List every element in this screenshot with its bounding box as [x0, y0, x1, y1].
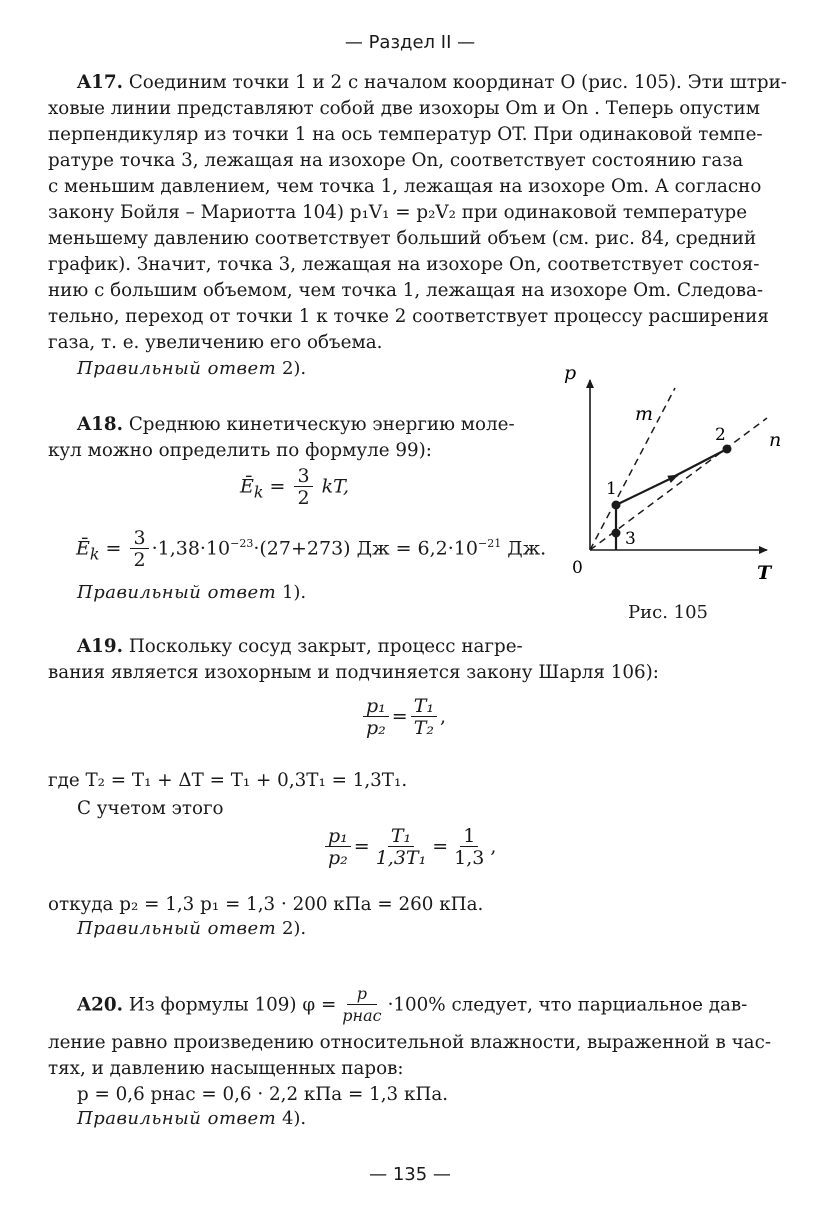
a19-f2-right-fraction: [451, 826, 487, 869]
a18-f2-lhs: Ē: [76, 537, 90, 560]
a17-line-8: нию с большим объемом, чем точка 1, лежащая на изохоре Om. Следова-: [48, 280, 764, 301]
a19-f2-den-right: 1,3: [454, 847, 485, 869]
axis-p-label: p: [564, 362, 577, 384]
a17-answer-label: Правильный ответ: [77, 358, 277, 379]
a18-formula-2: [76, 528, 546, 571]
a20-line-3: p = 0,6 pнас = 0,6 · 2,2 кПа = 1,3 кПа.: [77, 1084, 449, 1105]
a17-line-10: газа, т. е. увеличению его объема.: [48, 332, 383, 353]
point-2-label: 2: [715, 425, 726, 445]
a17-line-9: тельно, переход от точки 1 к точке 2 соответствует процессу расширения: [48, 306, 769, 327]
a19-f1-tail: ,: [440, 705, 447, 728]
a17-answer-value: 2).: [281, 358, 307, 379]
page-number: — 135 —: [369, 1164, 451, 1185]
a20-frac-den: pнас: [342, 1006, 382, 1025]
a19-f2-den-left: p₂: [328, 847, 348, 869]
point-3-label: 3: [625, 529, 636, 549]
a19-f1-num-right: T₁: [411, 696, 437, 717]
isochore-m: [590, 388, 675, 550]
a20-answer: [77, 1108, 306, 1129]
a19-answer-label: Правильный ответ: [77, 918, 277, 939]
a19-answer: [77, 918, 306, 939]
a18-f2-fraction: [130, 528, 148, 571]
a20-fraction: [339, 984, 384, 1027]
a18-f1-rest: kT,: [321, 475, 350, 498]
a17-line-4: с меньшим давлением, чем точка 1, лежащая на изохоре Om. А согласно: [48, 176, 762, 197]
a19-line-1: вания является изохорным и подчиняется закону Шарля 106):: [48, 662, 659, 683]
line-n-label: n: [769, 429, 782, 451]
a19-f2-num-right: 1: [460, 826, 478, 847]
a19-f1-den-left: p₂: [366, 717, 386, 739]
a19-line-0: Поскольку сосуд закрыт, процесс нагре-: [128, 636, 523, 657]
a17-line-7: график). Значит, точка 3, лежащая на изохоре On, соответствует состоя-: [48, 254, 760, 275]
a18-f2-num: 3: [130, 528, 148, 549]
point-3: [612, 529, 621, 538]
a18-label: A18.: [77, 414, 123, 435]
a18-line-1: кул можно определить по формуле 99):: [48, 440, 432, 461]
a19-with-this: С учетом этого: [77, 798, 224, 819]
a19-f1-right-fraction: [411, 696, 437, 739]
a19-formula-1: $\frac{\text{p₁}}{\text{p₂}}$ = $\frac{\text{T₁}}{\text{T₂}}$ ,: [360, 696, 446, 739]
a17-line-2: перпендикуляр из точки 1 на ось температур OT. При одинаковой темпе-: [48, 124, 763, 145]
a19-f2-den-mid: 1,3T₁: [375, 847, 427, 869]
a19-where: где T₂ = T₁ + ΔT = T₁ + 0,3T₁ = 1,3T₁.: [48, 770, 408, 791]
a17-line-1: ховые линии представляют собой две изохоры Om и On . Теперь опустим: [48, 98, 760, 119]
a18-first-line: [77, 412, 515, 438]
a19-f1-num-left: p₁: [363, 696, 389, 717]
a18-f2-den: 2: [133, 549, 146, 571]
a20-first-b: ·100% следует, что парциальное дав-: [387, 994, 748, 1016]
a20-first-line: [77, 984, 747, 1027]
origin-label: 0: [572, 558, 583, 578]
a20-first-a: Из формулы 109) φ =: [128, 994, 337, 1016]
a18-answer-value: 1).: [281, 582, 307, 603]
a18-formula-1: [240, 466, 349, 509]
a18-f1-den: 2: [297, 487, 310, 509]
a18-f2-mid: ·(27+273) Дж = 6,2·10: [253, 537, 478, 560]
figure-caption: Рис. 105: [628, 602, 708, 623]
a18-f2-tail: Дж.: [501, 537, 547, 560]
process-line: [673, 449, 727, 477]
point-2: [723, 445, 732, 454]
a17-first-line: [77, 70, 787, 96]
a20-answer-label: Правильный ответ: [77, 1108, 277, 1129]
axis-t-label: T: [757, 562, 772, 584]
a19-f2-left-fraction: [325, 826, 351, 869]
a18-line-0: Среднюю кинетическую энергию моле-: [128, 414, 515, 435]
a18-f1-lhs: Ē: [240, 475, 254, 498]
a20-line-2: тях, и давлению насыщенных паров:: [48, 1058, 404, 1079]
a19-f1-left-fraction: [363, 696, 389, 739]
a18-f1-fraction: [294, 466, 312, 509]
a18-f2-exp2: −21: [477, 537, 502, 551]
line-m-label: m: [635, 403, 654, 425]
a20-line-1: ление равно произведению относительной влажности, выраженной в час-: [48, 1032, 772, 1053]
a19-f2-mid-fraction: [373, 826, 430, 869]
point-1: [612, 501, 621, 510]
a17-line-3: ратуре точка 3, лежащая на изохоре On, соответствует состоянию газа: [48, 150, 744, 171]
a17-first-text: Соединим точки 1 и 2 с началом координат O (рис. 105). Эти штри-: [128, 72, 787, 93]
a18-f2-lhs-sub: k: [89, 544, 100, 564]
process-arrow: [616, 475, 678, 505]
a19-label: A19.: [77, 636, 123, 657]
a18-f1-lhs-sub: k: [253, 482, 264, 502]
a19-whence: откуда p₂ = 1,3 p₁ = 1,3 · 200 кПа = 260 кПа.: [48, 894, 484, 915]
a18-f1-eq: =: [269, 475, 286, 498]
a19-formula-2: $\frac{\text{p₁}}{\text{p₂}}$ = $\frac{\text{T₁}}{\text{1,3T₁}}$ = $\frac{1}{1,3}$ ,: [322, 826, 496, 869]
a18-answer: [77, 582, 306, 603]
a18-f2-eq: =: [105, 537, 122, 560]
a20-frac-num: p: [347, 984, 377, 1005]
a18-f2-exp1: −23: [230, 537, 254, 551]
a19-f2-num-mid: T₁: [388, 826, 414, 847]
figure-105: [555, 360, 785, 640]
a18-f2-rest: ·1,38·10: [151, 537, 231, 560]
a17-label: A17.: [77, 72, 123, 93]
a19-f1-den-right: T₂: [413, 717, 434, 739]
a19-f2-num-left: p₁: [325, 826, 351, 847]
a20-answer-value: 4).: [281, 1108, 307, 1129]
a20-label: A20.: [77, 994, 123, 1016]
a17-answer: [77, 358, 306, 379]
point-1-label: 1: [606, 479, 617, 499]
a18-answer-label: Правильный ответ: [77, 582, 277, 603]
section-header: — Раздел II —: [344, 32, 476, 53]
a19-first-line: [77, 634, 523, 660]
a19-answer-value: 2).: [281, 918, 307, 939]
a19-f2-tail: ,: [490, 835, 497, 858]
a17-line-6: меньшему давлению соответствует больший объем (см. рис. 84, средний: [48, 228, 757, 249]
a18-f1-num: 3: [294, 466, 312, 487]
a17-line-5: закону Бойля – Мариотта 104) p₁V₁ = p₂V₂ при одинаковой температуре: [48, 202, 748, 223]
